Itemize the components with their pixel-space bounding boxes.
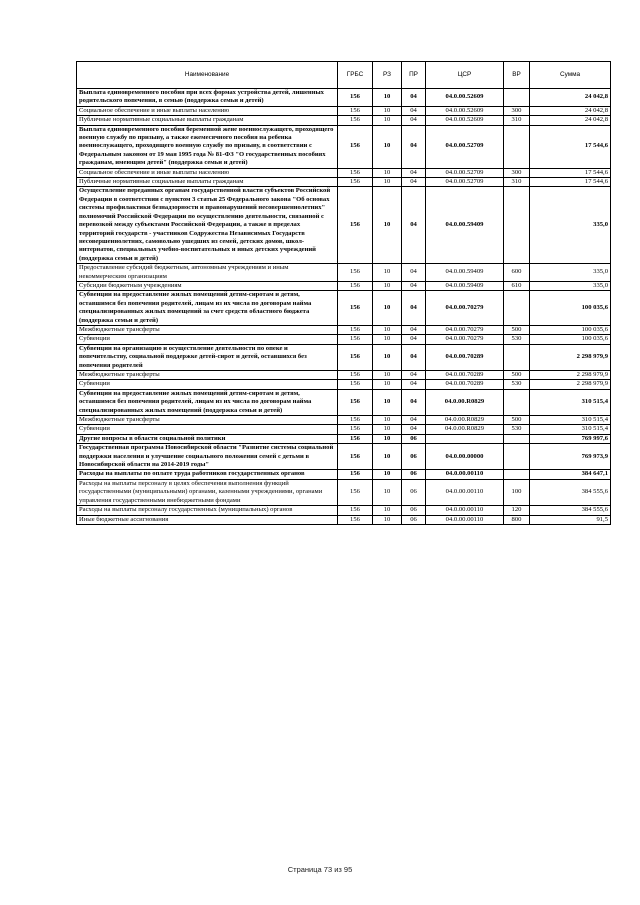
cell-name: Другие вопросы в области социальной политики — [77, 434, 338, 443]
table-row — [77, 344, 611, 370]
cell-vr: 600 — [504, 264, 530, 282]
cell-sum: 335,0 — [530, 187, 611, 264]
cell-csr: 04.0.00.52609 — [426, 106, 504, 115]
cell-vr — [504, 291, 530, 326]
cell-sum: 24 042,8 — [530, 106, 611, 115]
cell-vr: 300 — [504, 106, 530, 115]
cell-grbs: 156 — [338, 89, 373, 107]
cell-rz: 10 — [373, 168, 402, 177]
cell-pr: 04 — [402, 325, 426, 334]
cell-csr: 04.0.00.70279 — [426, 335, 504, 344]
cell-vr: 310 — [504, 116, 530, 125]
cell-csr: 04.0.00.59409 — [426, 264, 504, 282]
cell-vr: 530 — [504, 380, 530, 389]
cell-sum: 384 555,6 — [530, 479, 611, 505]
cell-name: Социальное обеспечение и иные выплаты населению — [77, 106, 338, 115]
cell-pr: 06 — [402, 444, 426, 470]
cell-pr: 04 — [402, 371, 426, 380]
cell-sum: 310 515,4 — [530, 425, 611, 434]
header-vr: ВР — [504, 62, 530, 89]
cell-vr: 100 — [504, 479, 530, 505]
header-name: Наименование — [77, 62, 338, 89]
cell-vr: 530 — [504, 425, 530, 434]
cell-pr: 06 — [402, 434, 426, 443]
cell-vr — [504, 125, 530, 168]
cell-name: Предоставление субсидий бюджетным, автономным учреждениям и иным некоммерческим организациям — [77, 264, 338, 282]
cell-rz: 10 — [373, 425, 402, 434]
table-row — [77, 389, 611, 415]
cell-name: Субвенции — [77, 380, 338, 389]
cell-pr: 04 — [402, 89, 426, 107]
cell-vr — [504, 89, 530, 107]
table-row — [77, 281, 611, 290]
cell-vr — [504, 434, 530, 443]
cell-grbs: 156 — [338, 380, 373, 389]
cell-vr — [504, 344, 530, 370]
table-row — [77, 125, 611, 168]
table-row — [77, 371, 611, 380]
cell-pr: 04 — [402, 344, 426, 370]
cell-grbs: 156 — [338, 425, 373, 434]
cell-vr: 300 — [504, 168, 530, 177]
cell-csr: 04.0.00.52609 — [426, 116, 504, 125]
cell-csr: 04.0.00.52709 — [426, 178, 504, 187]
cell-name: Расходы на выплаты персоналу в целях обеспечения выполнения функций государственными (муниципальными) органами, казенными учреждениями, органами управления государственными внебюджетными фондами — [77, 479, 338, 505]
cell-sum: 384 647,1 — [530, 470, 611, 479]
cell-pr: 04 — [402, 116, 426, 125]
header-sum: Сумма — [530, 62, 611, 89]
cell-pr: 06 — [402, 515, 426, 524]
cell-name: Межбюджетные трансферты — [77, 371, 338, 380]
table-row — [77, 325, 611, 334]
cell-name: Субсидии бюджетным учреждениям — [77, 281, 338, 290]
cell-grbs: 156 — [338, 434, 373, 443]
cell-rz: 10 — [373, 434, 402, 443]
cell-pr: 04 — [402, 178, 426, 187]
cell-grbs: 156 — [338, 168, 373, 177]
cell-rz: 10 — [373, 515, 402, 524]
cell-rz: 10 — [373, 371, 402, 380]
cell-vr: 500 — [504, 325, 530, 334]
cell-csr — [426, 434, 504, 443]
cell-sum: 335,0 — [530, 281, 611, 290]
cell-rz: 10 — [373, 335, 402, 344]
cell-sum: 17 544,6 — [530, 125, 611, 168]
table-row — [77, 291, 611, 326]
cell-rz: 10 — [373, 125, 402, 168]
cell-csr: 04.0.00.52609 — [426, 89, 504, 107]
cell-vr: 610 — [504, 281, 530, 290]
cell-pr: 04 — [402, 380, 426, 389]
cell-grbs: 156 — [338, 371, 373, 380]
cell-name: Межбюджетные трансферты — [77, 325, 338, 334]
cell-csr: 04.0.00.70289 — [426, 380, 504, 389]
cell-grbs: 156 — [338, 344, 373, 370]
cell-sum: 2 298 979,9 — [530, 344, 611, 370]
cell-name: Социальное обеспечение и иные выплаты населению — [77, 168, 338, 177]
cell-pr: 06 — [402, 506, 426, 515]
cell-sum: 17 544,6 — [530, 178, 611, 187]
table-row — [77, 116, 611, 125]
table-row — [77, 380, 611, 389]
cell-grbs: 156 — [338, 444, 373, 470]
cell-grbs: 156 — [338, 106, 373, 115]
cell-rz: 10 — [373, 264, 402, 282]
cell-pr: 04 — [402, 416, 426, 425]
header-rz: РЗ — [373, 62, 402, 89]
cell-vr: 500 — [504, 371, 530, 380]
cell-rz: 10 — [373, 389, 402, 415]
cell-csr: 04.0.00.59409 — [426, 187, 504, 264]
cell-sum: 24 042,8 — [530, 89, 611, 107]
cell-name: Расходы на выплаты по оплате труда работников государственных органов — [77, 470, 338, 479]
header-csr: ЦСР — [426, 62, 504, 89]
cell-pr: 06 — [402, 479, 426, 505]
table-row — [77, 515, 611, 524]
cell-rz: 10 — [373, 178, 402, 187]
cell-sum: 2 298 979,9 — [530, 371, 611, 380]
cell-grbs: 156 — [338, 187, 373, 264]
table-row — [77, 89, 611, 107]
cell-csr: 04.0.00.00110 — [426, 470, 504, 479]
cell-vr — [504, 444, 530, 470]
cell-sum: 100 035,6 — [530, 325, 611, 334]
cell-csr: 04.0.00.R0829 — [426, 389, 504, 415]
table-row — [77, 335, 611, 344]
cell-pr: 04 — [402, 168, 426, 177]
cell-rz: 10 — [373, 479, 402, 505]
cell-sum: 91,5 — [530, 515, 611, 524]
cell-name: Субвенции на предоставление жилых помещений детям-сиротам и детям, оставшимся без попечения родителей, лицам из их числа по договорам найма специализированных жилых помещений (поддержка семьи и детей) — [77, 389, 338, 415]
cell-vr: 530 — [504, 335, 530, 344]
cell-name: Субвенции на организацию и осуществление деятельности по опеке и попечительству, социальной поддержке детей-сирот и детей, оставшихся без попечения родителей — [77, 344, 338, 370]
cell-pr: 04 — [402, 335, 426, 344]
cell-name: Субвенции — [77, 335, 338, 344]
cell-sum: 769 973,9 — [530, 444, 611, 470]
table-row — [77, 506, 611, 515]
cell-rz: 10 — [373, 416, 402, 425]
table-row — [77, 416, 611, 425]
cell-csr: 04.0.00.R0829 — [426, 416, 504, 425]
header-grbs: ГРБС — [338, 62, 373, 89]
cell-pr: 04 — [402, 264, 426, 282]
table-row — [77, 178, 611, 187]
table-row — [77, 434, 611, 443]
cell-grbs: 156 — [338, 281, 373, 290]
cell-rz: 10 — [373, 470, 402, 479]
page-number: Страница 73 из 95 — [287, 865, 353, 874]
cell-pr: 04 — [402, 389, 426, 415]
cell-rz: 10 — [373, 106, 402, 115]
cell-sum: 17 544,6 — [530, 168, 611, 177]
cell-pr: 06 — [402, 470, 426, 479]
cell-grbs: 156 — [338, 506, 373, 515]
cell-name: Осуществление переданных органам государственной власти субъектов Российской Федерации в соответствии с пунктом 3 статьи 25 Федерального закона "Об основах системы профилактики безнадзорности и правонарушений несовершеннолетних" полномочий Российской Федерации по осуществлению деятельности, связанной с перевозкой между субъектами Российской Федерации, а также в пределах территорий государств - участников Содружества Независимых Государств несовершеннолетних, самовольно ушедших из семей, детских домов, школ-интернатов, специальных учебно-воспитательных и иных детских учреждений (поддержка семьи и детей) — [77, 187, 338, 264]
cell-vr: 120 — [504, 506, 530, 515]
cell-pr: 04 — [402, 281, 426, 290]
cell-rz: 10 — [373, 380, 402, 389]
cell-rz: 10 — [373, 291, 402, 326]
cell-grbs: 156 — [338, 470, 373, 479]
cell-name: Субвенции на предоставление жилых помещений детям-сиротам и детям, оставшимся без попечения родителей, лицам из их числа по договорам найма специализированных жилых помещений за счет средств областного бюджета (поддержка семьи и детей) — [77, 291, 338, 326]
table-row — [77, 470, 611, 479]
cell-grbs: 156 — [338, 264, 373, 282]
table-row — [77, 479, 611, 505]
table-row — [77, 168, 611, 177]
cell-grbs: 156 — [338, 389, 373, 415]
table-row — [77, 425, 611, 434]
cell-sum: 384 555,6 — [530, 506, 611, 515]
cell-name: Иные бюджетные ассигнования — [77, 515, 338, 524]
cell-grbs: 156 — [338, 335, 373, 344]
cell-csr: 04.0.00.70289 — [426, 371, 504, 380]
cell-vr — [504, 187, 530, 264]
cell-rz: 10 — [373, 444, 402, 470]
cell-sum: 2 298 979,9 — [530, 380, 611, 389]
cell-vr: 310 — [504, 178, 530, 187]
cell-sum: 100 035,6 — [530, 291, 611, 326]
cell-vr: 800 — [504, 515, 530, 524]
cell-csr: 04.0.00.00110 — [426, 479, 504, 505]
budget-table — [76, 61, 611, 525]
cell-vr — [504, 389, 530, 415]
cell-csr: 04.0.00.70289 — [426, 344, 504, 370]
cell-pr: 04 — [402, 187, 426, 264]
cell-grbs: 156 — [338, 116, 373, 125]
cell-sum: 769 997,6 — [530, 434, 611, 443]
cell-csr: 04.0.00.70279 — [426, 325, 504, 334]
cell-name: Субвенции — [77, 425, 338, 434]
cell-rz: 10 — [373, 187, 402, 264]
cell-csr: 04.0.00.52709 — [426, 125, 504, 168]
cell-name: Расходы на выплаты персоналу государственных (муниципальных) органов — [77, 506, 338, 515]
cell-sum: 335,0 — [530, 264, 611, 282]
cell-csr: 04.0.00.00000 — [426, 444, 504, 470]
cell-grbs: 156 — [338, 178, 373, 187]
cell-name: Государственная программа Новосибирской области "Развитие системы социальной поддержки населения и улучшение социального положения семей с детьми в Новосибирской области на 2014-2019 годы" — [77, 444, 338, 470]
table-row — [77, 264, 611, 282]
cell-sum: 100 035,6 — [530, 335, 611, 344]
cell-grbs: 156 — [338, 416, 373, 425]
cell-csr: 04.0.00.52709 — [426, 168, 504, 177]
cell-name: Публичные нормативные социальные выплаты гражданам — [77, 178, 338, 187]
cell-grbs: 156 — [338, 479, 373, 505]
cell-pr: 04 — [402, 425, 426, 434]
cell-name: Публичные нормативные социальные выплаты гражданам — [77, 116, 338, 125]
table-row — [77, 187, 611, 264]
cell-grbs: 156 — [338, 515, 373, 524]
cell-csr: 04.0.00.R0829 — [426, 425, 504, 434]
cell-vr — [504, 470, 530, 479]
cell-csr: 04.0.00.00110 — [426, 506, 504, 515]
table-row — [77, 106, 611, 115]
table-row — [77, 444, 611, 470]
cell-name: Выплата единовременного пособия беременной жене военнослужащего, проходящего военную службу по призыву, а также ежемесячного пособия на ребенка военнослужащего, проходящего военную службу по призыву, в соответствии с Федеральным законом от 19 мая 1995 года № 81-ФЗ "О государственных пособиях гражданам, имеющим детей" (поддержка семьи и детей) — [77, 125, 338, 168]
cell-rz: 10 — [373, 506, 402, 515]
cell-rz: 10 — [373, 89, 402, 107]
cell-pr: 04 — [402, 291, 426, 326]
cell-name: Выплата единовременного пособия при всех формах устройства детей, лишенных родительского попечения, в семью (поддержка семьи и детей) — [77, 89, 338, 107]
cell-pr: 04 — [402, 125, 426, 168]
cell-grbs: 156 — [338, 291, 373, 326]
cell-grbs: 156 — [338, 125, 373, 168]
cell-rz: 10 — [373, 281, 402, 290]
cell-csr: 04.0.00.70279 — [426, 291, 504, 326]
header-pr: ПР — [402, 62, 426, 89]
cell-rz: 10 — [373, 116, 402, 125]
cell-csr: 04.0.00.59409 — [426, 281, 504, 290]
cell-pr: 04 — [402, 106, 426, 115]
cell-vr: 500 — [504, 416, 530, 425]
cell-rz: 10 — [373, 344, 402, 370]
table-header-row — [77, 62, 611, 89]
cell-sum: 24 042,8 — [530, 116, 611, 125]
cell-grbs: 156 — [338, 325, 373, 334]
cell-rz: 10 — [373, 325, 402, 334]
cell-csr: 04.0.00.00110 — [426, 515, 504, 524]
cell-sum: 310 515,4 — [530, 416, 611, 425]
cell-name: Межбюджетные трансферты — [77, 416, 338, 425]
cell-sum: 310 515,4 — [530, 389, 611, 415]
